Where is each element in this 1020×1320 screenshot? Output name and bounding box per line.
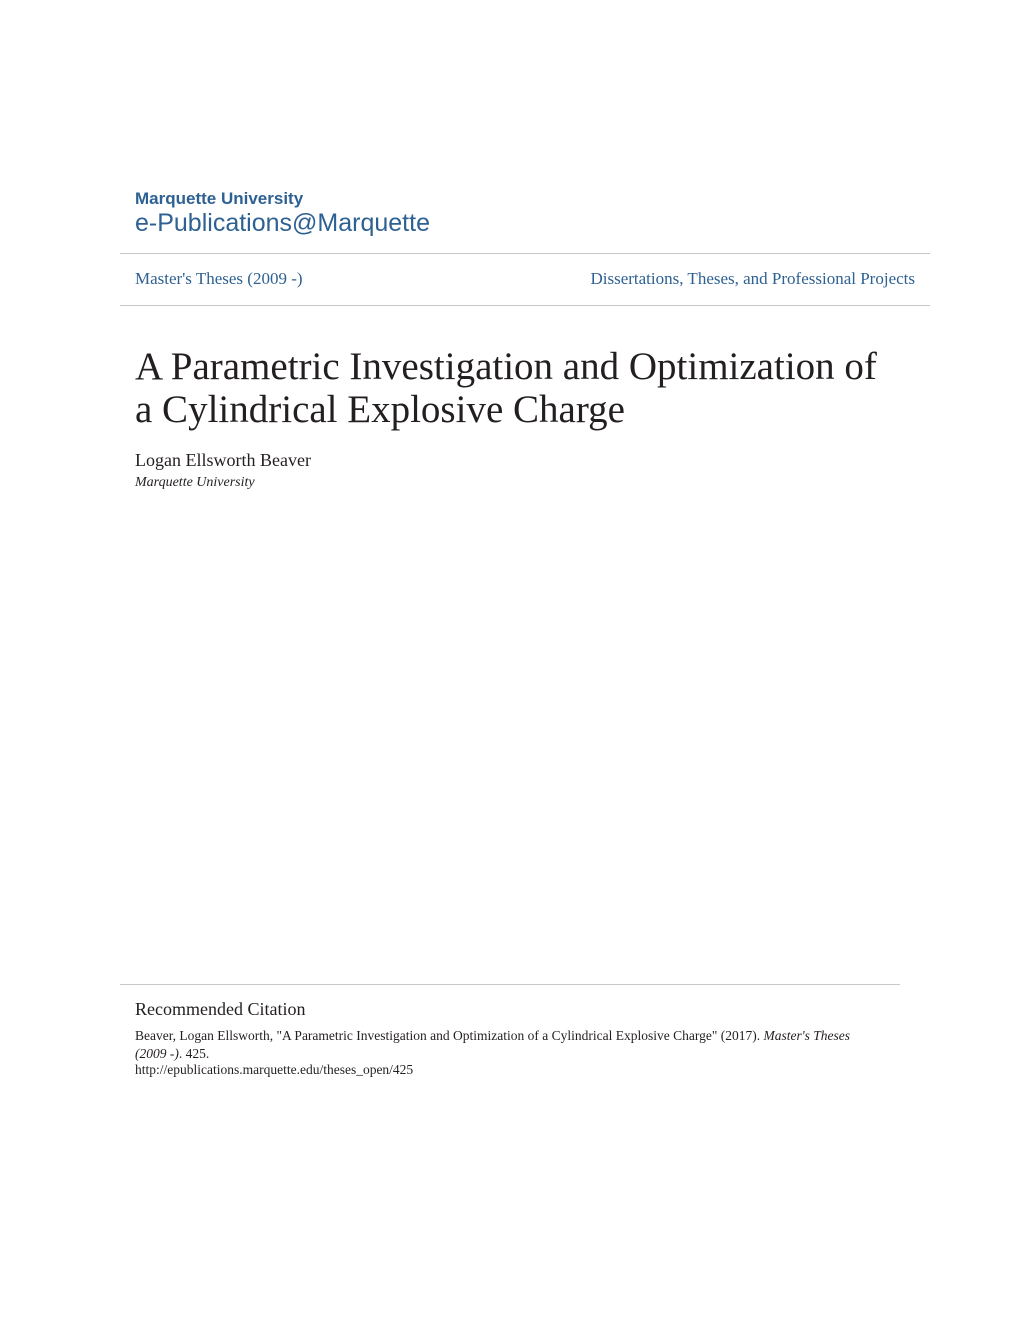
institution-link[interactable]: Marquette University: [135, 189, 304, 208]
collection-link-masters-theses[interactable]: Master's Theses (2009 -): [135, 269, 303, 288]
citation-prefix: Beaver, Logan Ellsworth, "A Parametric Investigation and Optimization of a Cylindrical Explosive Charge" (2017).: [135, 1028, 764, 1043]
recommended-citation-heading: Recommended Citation: [135, 999, 306, 1019]
citation-text: [135, 1027, 875, 1063]
repository-link[interactable]: e-Publications@Marquette: [135, 209, 430, 237]
citation-series: Master's Theses (2009 -): [135, 1028, 850, 1061]
author-affiliation: Marquette University: [135, 475, 255, 490]
collection-link-dissertations[interactable]: Dissertations, Theses, and Professional Projects: [590, 269, 915, 288]
citation-number: . 425.: [178, 1046, 210, 1061]
document-title: A Parametric Investigation and Optimization of a Cylindrical Explosive Charge: [135, 345, 877, 431]
header-divider-bottom: [120, 305, 930, 306]
author-name: Logan Ellsworth Beaver: [135, 450, 311, 470]
citation-divider: [120, 984, 900, 985]
citation-url[interactable]: http://epublications.marquette.edu/theses_open/425: [135, 1062, 414, 1077]
header-divider-top: [120, 253, 930, 254]
